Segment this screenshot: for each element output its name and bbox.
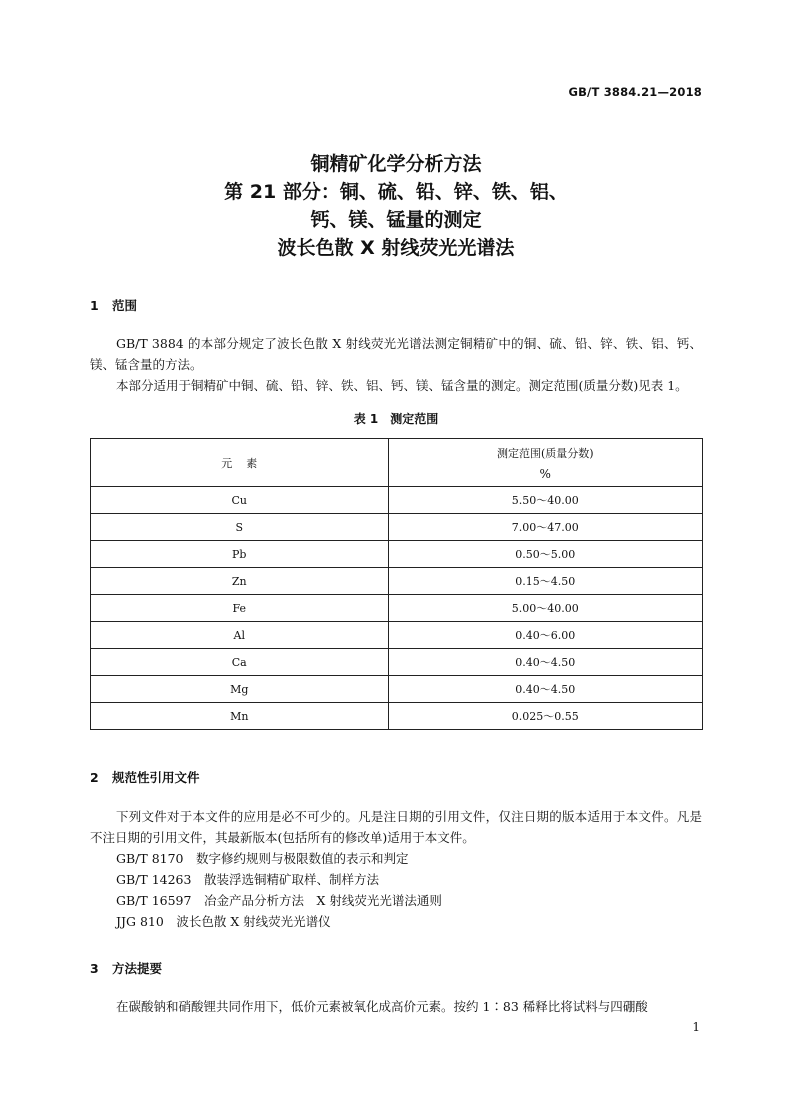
cell-element: Pb bbox=[91, 541, 389, 568]
reference-item: JJG 810 波长色散 X 射线荧光光谱仪 bbox=[116, 914, 331, 929]
cell-element: Al bbox=[91, 622, 389, 649]
cell-element: S bbox=[91, 514, 389, 541]
header-range-unit: % bbox=[539, 466, 551, 481]
section-3-paragraph-1: 在碳酸钠和硝酸锂共同作用下，低价元素被氧化成高价元素。按约 1∶83 稀释比将试料与四硼酸 bbox=[116, 999, 648, 1014]
cell-element: Mn bbox=[91, 703, 389, 730]
cell-range: 0.15～4.50 bbox=[388, 568, 702, 595]
title-line-2: 第 21 部分：铜、硫、铅、锌、铁、铝、 bbox=[224, 181, 568, 203]
reference-item: GB/T 16597 冶金产品分析方法 X 射线荧光光谱法通则 bbox=[116, 893, 442, 908]
cell-element: Ca bbox=[91, 649, 389, 676]
cell-range: 5.00～40.00 bbox=[388, 595, 702, 622]
cell-range: 0.40～6.00 bbox=[388, 622, 702, 649]
table-row bbox=[91, 487, 703, 514]
cell-range: 0.40～4.50 bbox=[388, 649, 702, 676]
title-line-3: 钙、镁、锰量的测定 bbox=[310, 209, 482, 231]
section-1-heading bbox=[90, 296, 137, 314]
cell-range: 7.00～47.00 bbox=[388, 514, 702, 541]
section-2-number: 2 bbox=[90, 770, 99, 785]
table-header-row bbox=[91, 439, 703, 487]
table-row bbox=[91, 622, 703, 649]
cell-range: 5.50～40.00 bbox=[388, 487, 702, 514]
section-3-number: 3 bbox=[90, 961, 99, 976]
cell-element: Fe bbox=[91, 595, 389, 622]
reference-item: GB/T 8170 数字修约规则与极限数值的表示和判定 bbox=[116, 851, 409, 866]
header-range bbox=[388, 439, 702, 487]
cell-element: Zn bbox=[91, 568, 389, 595]
table-row bbox=[91, 595, 703, 622]
section-1-title: 范围 bbox=[112, 298, 138, 313]
table-1-caption: 表 1 测定范围 bbox=[353, 412, 439, 426]
header-element: 元素 bbox=[91, 439, 389, 487]
reference-item: GB/T 14263 散装浮选铜精矿取样、制样方法 bbox=[116, 872, 379, 887]
cell-range: 0.40～4.50 bbox=[388, 676, 702, 703]
section-3-heading bbox=[90, 959, 162, 977]
table-row bbox=[91, 703, 703, 730]
title-line-4: 波长色散 X 射线荧光光谱法 bbox=[277, 237, 515, 259]
cell-element: Mg bbox=[91, 676, 389, 703]
table-1 bbox=[90, 438, 703, 730]
section-2-heading bbox=[90, 768, 200, 786]
section-3-title: 方法提要 bbox=[112, 961, 163, 976]
table-row bbox=[91, 514, 703, 541]
table-row bbox=[91, 541, 703, 568]
section-1-number: 1 bbox=[90, 298, 99, 313]
section-1-paragraph-2: 本部分适用于铜精矿中铜、硫、铅、锌、铁、铝、钙、镁、锰含量的测定。测定范围(质量分数)见表 1。 bbox=[116, 378, 688, 393]
title-line-1: 铜精矿化学分析方法 bbox=[310, 153, 482, 175]
cell-range: 0.025～0.55 bbox=[388, 703, 702, 730]
section-1-paragraph-1: GB/T 3884 的本部分规定了波长色散 X 射线荧光光谱法测定铜精矿中的铜、硫、铅、锌、铁、铝、钙、镁、锰含量的方法。 bbox=[90, 336, 702, 372]
standard-code: GB/T 3884.21—2018 bbox=[568, 85, 702, 99]
cell-range: 0.50～5.00 bbox=[388, 541, 702, 568]
cell-element: Cu bbox=[91, 487, 389, 514]
header-range-label: 测定范围(质量分数) bbox=[496, 446, 594, 460]
page-number: 1 bbox=[692, 1020, 700, 1034]
document-title bbox=[0, 150, 792, 262]
table-row bbox=[91, 676, 703, 703]
table-row bbox=[91, 649, 703, 676]
table-row bbox=[91, 568, 703, 595]
section-2-paragraph-1: 下列文件对于本文件的应用是必不可少的。凡是注日期的引用文件，仅注日期的版本适用于本文件。凡是不注日期的引用文件，其最新版本(包括所有的修改单)适用于本文件。 bbox=[90, 809, 702, 845]
section-2-title: 规范性引用文件 bbox=[112, 770, 200, 785]
